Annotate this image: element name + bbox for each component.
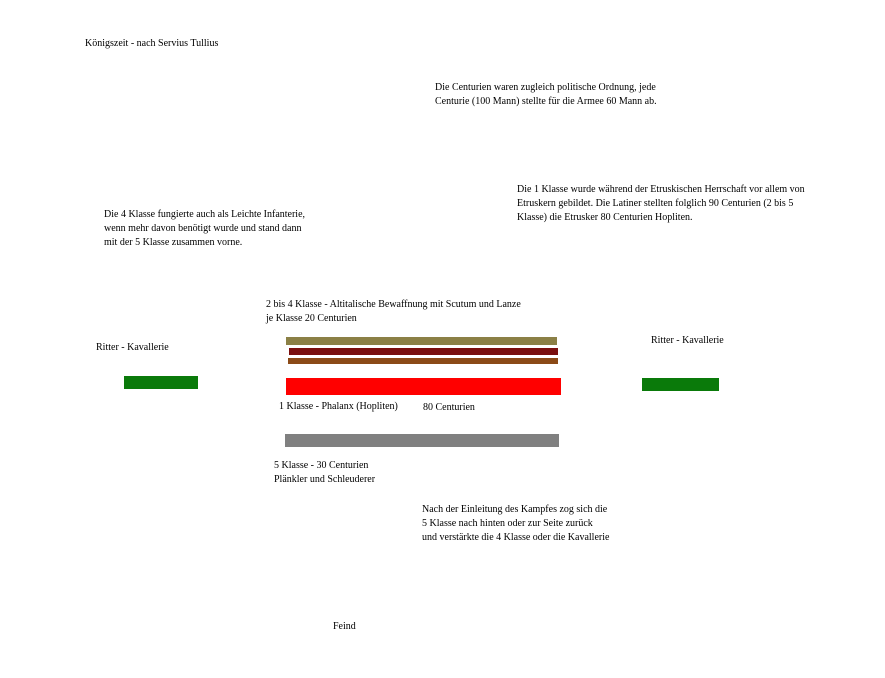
note-centuries: Die Centurien waren zugleich politische Ordnung, jede Centurie (100 Mann) stellte für die Armee 60 Mann ab.: [435, 82, 657, 107]
enemy-label: Feind: [333, 621, 356, 632]
class5-bar: [285, 434, 559, 447]
class2-bar: [286, 337, 557, 345]
class2to4-count-label: je Klasse 20 Centurien: [266, 313, 357, 324]
cavalry-right-bar: [642, 378, 719, 391]
cavalry-left-label: Ritter - Kavallerie: [96, 342, 169, 353]
class3-bar: [289, 348, 558, 355]
class1-label: 1 Klasse - Phalanx (Hopliten): [279, 401, 398, 412]
page-title: Königszeit - nach Servius Tullius: [85, 38, 219, 49]
class1-count-label: 80 Centurien: [423, 402, 475, 413]
cavalry-right-label: Ritter - Kavallerie: [651, 335, 724, 346]
note-class5-retreat: Nach der Einleitung des Kampfes zog sich die 5 Klasse nach hinten oder zur Seite zurück und verstärkte die 4 Klasse oder die Kavallerie: [422, 504, 610, 543]
cavalry-left-bar: [124, 376, 198, 389]
note-class1-etruscans: Die 1 Klasse wurde während der Etruskischen Herrschaft vor allem von Etruskern gebildet. Die Latiner stellten folglich 90 Centurien (2 bis 5 Klasse) die Etrusker 80 Centurien Hopliten.: [517, 184, 805, 223]
note-class4-light-infantry: Die 4 Klasse fungierte auch als Leichte Infanterie, wenn mehr davon benötigt wurde und stand dann mit der 5 Klasse zusammen vorne.: [104, 209, 306, 248]
class1-phalanx-bar: [286, 378, 561, 395]
class4-bar: [288, 358, 558, 364]
class5-label: 5 Klasse - 30 Centurien: [274, 460, 369, 471]
class5-description: Plänkler und Schleuderer: [274, 474, 376, 485]
class2to4-label: 2 bis 4 Klasse - Altitalische Bewaffnung mit Scutum und Lanze: [266, 299, 521, 310]
